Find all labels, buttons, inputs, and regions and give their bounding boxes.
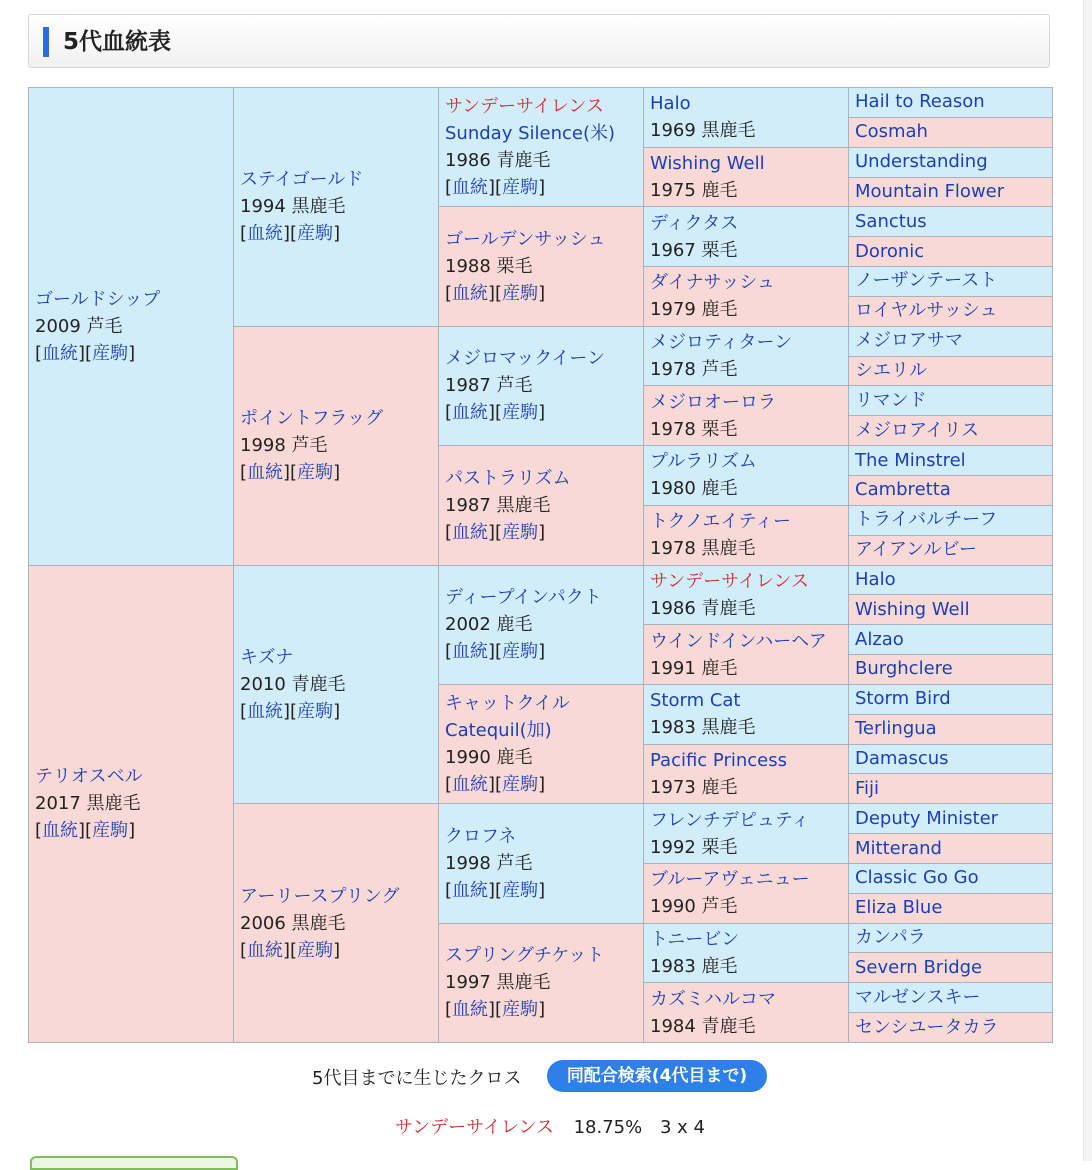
offspring-link[interactable]: 産駒 (502, 999, 539, 1021)
horse-info: 2009 芦毛 (35, 315, 123, 337)
pedigree-links: [血統][産駒] (240, 700, 341, 722)
horse-name-link[interactable]: メジロティターン (650, 332, 793, 354)
pedigree-cell-gen4 (644, 804, 849, 864)
horse-name-link[interactable]: シエリル (855, 360, 927, 382)
pedigree-cell-gen5 (849, 296, 1053, 326)
pedigree-cell-gen5 (849, 1013, 1053, 1043)
offspring-link[interactable]: 産駒 (297, 939, 334, 961)
horse-name-link[interactable]: センシユータカラ (855, 1016, 999, 1038)
pedigree-cell-gen4 (644, 744, 849, 804)
horse-name-link[interactable]: パストラリズム (445, 467, 571, 489)
horse-name-link[interactable]: トクノエイティー (650, 511, 791, 533)
offspring-link[interactable]: 産駒 (502, 521, 539, 543)
horse-name-link[interactable]: ゴールデンサッシュ (445, 229, 606, 251)
pedigree-cell-gen5 (849, 893, 1053, 923)
pedigree-cell-gen4 (644, 386, 849, 446)
pedigree-links: [血統][産駒] (35, 342, 136, 364)
horse-name-link[interactable]: クロフネ (445, 825, 517, 847)
offspring-link[interactable]: 産駒 (297, 462, 334, 484)
pedigree-cell-gen5 (849, 953, 1053, 983)
pedigree-row (29, 565, 1053, 595)
pedigree-cell-gen5 (849, 147, 1053, 177)
pedigree-cell-gen1 (29, 88, 234, 566)
horse-name-link[interactable]: Storm Cat (650, 690, 741, 712)
horse-name-link[interactable]: ゴールドシップ (35, 288, 161, 310)
pedigree-cell-gen2 (234, 804, 439, 1043)
pedigree-link[interactable]: 血統 (452, 641, 489, 663)
pedigree-cell-gen3 (439, 446, 644, 565)
pedigree-link[interactable]: 血統 (452, 521, 489, 543)
pedigree-links: [血統][産駒] (445, 177, 546, 199)
horse-info: 1980 鹿毛 (650, 478, 738, 500)
pedigree-links: [血統][産駒] (445, 774, 546, 796)
horse-info: 1979 鹿毛 (650, 299, 738, 321)
scrollbar[interactable] (1083, 0, 1092, 1161)
pedigree-cell-gen5 (849, 595, 1053, 625)
pedigree-links: [血統][産駒] (240, 223, 341, 245)
horse-name-link[interactable]: Halo (650, 93, 691, 115)
horse-info: 1969 黒鹿毛 (650, 120, 756, 142)
pedigree-cell-gen3 (439, 804, 644, 923)
horse-name-link[interactable]: Terlingua (855, 718, 937, 740)
horse-info: 1983 黒鹿毛 (650, 717, 756, 739)
pedigree-link[interactable]: 血統 (452, 402, 489, 424)
pedigree-links: [血統][産駒] (445, 879, 546, 901)
horse-name-link[interactable]: ダイナサッシュ (650, 272, 775, 294)
pedigree-cell-gen5 (849, 983, 1053, 1013)
horse-name-link[interactable]: メジロマックイーン (445, 348, 606, 370)
pedigree-links: [血統][産駒] (445, 402, 546, 424)
pedigree-cell-gen4 (644, 446, 849, 506)
horse-name-link[interactable]: メジロアサマ (855, 330, 963, 352)
pedigree-link[interactable]: 血統 (452, 879, 489, 901)
pedigree-links: [血統][産駒] (240, 462, 341, 484)
pedigree-cell-gen3 (439, 326, 644, 445)
horse-name-link[interactable]: サンデーサイレンス (445, 96, 604, 118)
horse-name-link[interactable]: カズミハルコマ (650, 988, 776, 1010)
horse-name-link[interactable]: キャットクイル (445, 693, 570, 715)
cross-generation: 3 x 4 (659, 1117, 705, 1138)
pedigree-table (28, 87, 1053, 1043)
pedigree-cell-gen2 (234, 326, 439, 565)
horse-name-link[interactable]: リマンド (855, 389, 927, 411)
pedigree-cell-gen4 (644, 863, 849, 923)
horse-foreign-name-link[interactable]: Sunday Silence(米) (445, 123, 615, 145)
horse-info: 1998 芦毛 (445, 852, 533, 874)
horse-info: 1990 鹿毛 (445, 747, 533, 769)
cross-percent: 18.75% (573, 1117, 643, 1138)
pedigree-cell-gen5 (849, 177, 1053, 207)
horse-info: 1978 芦毛 (650, 359, 738, 381)
section-header (28, 14, 1050, 68)
pedigree-cell-gen5 (849, 834, 1053, 864)
offspring-link[interactable]: 産駒 (502, 774, 539, 796)
pedigree-cell-gen5 (849, 416, 1053, 446)
pedigree-links: [血統][産駒] (445, 283, 546, 305)
horse-name-link[interactable]: マルゼンスキー (855, 986, 981, 1008)
pedigree-link[interactable]: 血統 (247, 700, 284, 722)
pedigree-links: [血統][産駒] (445, 999, 546, 1021)
horse-info: 1987 黒鹿毛 (445, 494, 551, 516)
pedigree-link[interactable]: 血統 (42, 342, 79, 364)
horse-name-link[interactable]: Cosmah (855, 121, 928, 143)
pedigree-links: [血統][産駒] (445, 641, 546, 663)
pedigree-cell-gen4 (644, 267, 849, 327)
horse-name-link[interactable]: ディクタス (650, 212, 739, 234)
pedigree-cell-gen4 (644, 207, 849, 267)
horse-info: 1984 青鹿毛 (650, 1015, 756, 1037)
horse-info: 1998 芦毛 (240, 435, 328, 457)
pedigree-cell-gen3 (439, 923, 644, 1042)
pedigree-cell-gen5 (849, 356, 1053, 386)
horse-name-link[interactable]: メジロオーロラ (650, 391, 776, 413)
pedigree-link[interactable]: 血統 (247, 939, 284, 961)
horse-name-link[interactable]: Severn Bridge (855, 956, 983, 978)
pedigree-link[interactable]: 血統 (247, 462, 284, 484)
header-accent-bar (43, 27, 49, 57)
horse-name-link[interactable]: トライバルチーフ (855, 509, 998, 531)
horse-info: 1975 鹿毛 (650, 180, 738, 202)
pedigree-cell-gen5 (849, 923, 1053, 953)
horse-name-link[interactable]: ブルーアヴェニュー (650, 869, 810, 891)
pedigree-cell-gen3 (439, 565, 644, 684)
horse-name-link[interactable]: Storm Bird (855, 688, 951, 710)
horse-name-link[interactable]: アイアンルビー (855, 539, 977, 561)
horse-name-link[interactable]: サンデーサイレンス (650, 570, 809, 592)
pedigree-links: [血統][産駒] (445, 521, 546, 543)
horse-name-link[interactable]: ステイゴールド (240, 169, 364, 191)
pedigree-cell-gen5 (849, 684, 1053, 714)
pedigree-link[interactable]: 血統 (452, 999, 489, 1021)
pedigree-cell-gen5 (849, 804, 1053, 834)
pedigree-cell-gen5 (849, 237, 1053, 267)
pedigree-cell-gen5 (849, 625, 1053, 655)
pedigree-links: [血統][産駒] (35, 820, 136, 842)
horse-name-link[interactable]: Mitterand (855, 837, 942, 859)
pedigree-cell-gen5 (849, 386, 1053, 416)
horse-name-link[interactable]: Sanctus (855, 210, 927, 232)
offspring-link[interactable]: 産駒 (92, 820, 129, 842)
horse-info: 1991 鹿毛 (650, 657, 738, 679)
pedigree-link[interactable]: 血統 (452, 283, 489, 305)
horse-info: 1983 鹿毛 (650, 955, 738, 977)
horse-name-link[interactable]: アーリースプリング (240, 885, 400, 907)
pedigree-cell-gen5 (849, 714, 1053, 744)
horse-name-link[interactable]: Hail to Reason (855, 91, 985, 113)
pedigree-cell-gen4 (644, 684, 849, 744)
horse-name-link[interactable]: Alzao (855, 628, 904, 650)
pedigree-cell-gen4 (644, 147, 849, 207)
offspring-link[interactable]: 産駒 (297, 223, 334, 245)
horse-info: 2017 黒鹿毛 (35, 793, 141, 815)
horse-name-link[interactable]: メジロアイリス (855, 419, 980, 441)
pedigree-links: [血統][産駒] (240, 939, 341, 961)
horse-info: 1990 芦毛 (650, 896, 738, 918)
pedigree-link[interactable]: 血統 (247, 223, 284, 245)
horse-name-link[interactable]: Halo (855, 568, 896, 590)
horse-info: 1978 栗毛 (650, 418, 738, 440)
horse-name-link[interactable]: トニービン (650, 928, 740, 950)
horse-name-link[interactable]: Pacific Princess (650, 749, 788, 771)
horse-name-link[interactable]: スプリングチケット (445, 945, 605, 967)
horse-name-link[interactable]: Cambretta (855, 479, 951, 501)
cross-label: 5代目までに生じたクロス (312, 1068, 522, 1089)
offspring-link[interactable]: 産駒 (92, 342, 129, 364)
pedigree-link[interactable]: 血統 (452, 774, 489, 796)
pedigree-cell-gen5 (849, 565, 1053, 595)
horse-info: 2002 鹿毛 (445, 614, 533, 636)
pedigree-cell-gen5 (849, 88, 1053, 118)
pedigree-row (29, 88, 1053, 118)
pedigree-cell-gen2 (234, 88, 439, 327)
horse-name-link[interactable]: ロイヤルサッシュ (855, 300, 998, 322)
horse-name-link[interactable]: Wishing Well (650, 153, 765, 175)
offspring-link[interactable]: 産駒 (502, 879, 539, 901)
cross-horse-link[interactable]: サンデーサイレンス (395, 1117, 554, 1138)
horse-name-link[interactable]: ポイントフラッグ (240, 408, 384, 430)
pedigree-cell-gen4 (644, 625, 849, 685)
horse-info: 1987 芦毛 (445, 375, 533, 397)
pedigree-cell-gen5 (849, 505, 1053, 535)
pedigree-cell-gen3 (439, 207, 644, 326)
horse-info: 1992 栗毛 (650, 836, 738, 858)
offspring-link[interactable]: 産駒 (502, 402, 539, 424)
horse-info: 1973 鹿毛 (650, 776, 738, 798)
horse-name-link[interactable]: Eliza Blue (855, 897, 943, 919)
horse-info: 1986 青鹿毛 (445, 150, 551, 172)
cross-result (395, 1113, 705, 1139)
pedigree-cell-gen4 (644, 923, 849, 983)
pedigree-link[interactable]: 血統 (42, 820, 79, 842)
offspring-link[interactable]: 産駒 (297, 700, 334, 722)
pedigree-cell-gen5 (849, 207, 1053, 237)
horse-name-link[interactable]: Doronic (855, 240, 925, 262)
bottom-tab[interactable] (30, 1156, 238, 1170)
horse-info: 1988 栗毛 (445, 256, 533, 278)
pedigree-link[interactable]: 血統 (452, 177, 489, 199)
offspring-link[interactable]: 産駒 (502, 177, 539, 199)
horse-info: 1978 黒鹿毛 (650, 538, 756, 560)
pedigree-cell-gen5 (849, 774, 1053, 804)
offspring-link[interactable]: 産駒 (502, 641, 539, 663)
pedigree-cell-gen5 (849, 655, 1053, 685)
horse-info: 2010 青鹿毛 (240, 673, 346, 695)
horse-name-link[interactable]: Fiji (855, 777, 880, 799)
pedigree-cell-gen5 (849, 267, 1053, 297)
horse-name-link[interactable]: ウインドインハーヘア (650, 630, 827, 652)
horse-name-link[interactable]: フレンチデピュティ (650, 809, 810, 831)
pedigree-cell-gen4 (644, 326, 849, 386)
pedigree-cell-gen4 (644, 505, 849, 565)
horse-name-link[interactable]: Mountain Flower (855, 180, 1005, 202)
same-mating-search-button[interactable]: 同配合検索(4代目まで) (547, 1060, 767, 1092)
pedigree-cell-gen5 (849, 117, 1053, 147)
pedigree-cell-gen5 (849, 475, 1053, 505)
pedigree-cell-gen5 (849, 744, 1053, 774)
pedigree-cell-gen3 (439, 88, 644, 207)
horse-info: 1967 栗毛 (650, 239, 738, 261)
horse-name-link[interactable]: カンパラ (855, 927, 926, 949)
pedigree-cell-gen4 (644, 88, 849, 148)
pedigree-cell-gen5 (849, 326, 1053, 356)
horse-info: 1986 青鹿毛 (650, 597, 756, 619)
section-title: 5代血統表 (63, 29, 172, 55)
offspring-link[interactable]: 産駒 (502, 283, 539, 305)
pedigree-cell-gen4 (644, 565, 849, 625)
pedigree-cell-gen1 (29, 565, 234, 1043)
horse-info: 1997 黒鹿毛 (445, 972, 551, 994)
horse-name-link[interactable]: キズナ (240, 646, 294, 668)
horse-name-link[interactable]: Wishing Well (855, 598, 970, 620)
pedigree-cell-gen2 (234, 565, 439, 804)
horse-name-link[interactable]: The Minstrel (855, 449, 966, 471)
horse-name-link[interactable]: Burghclere (855, 658, 953, 680)
horse-name-link[interactable]: ノーザンテースト (855, 270, 998, 292)
horse-name-link[interactable]: Deputy Minister (855, 807, 999, 829)
pedigree-cell-gen5 (849, 446, 1053, 476)
pedigree-cell-gen4 (644, 983, 849, 1043)
horse-name-link[interactable]: ディープインパクト (445, 587, 602, 609)
cross-section (0, 1060, 1092, 1094)
pedigree-cell-gen5 (849, 535, 1053, 565)
horse-name-link[interactable]: Damascus (855, 747, 949, 769)
horse-info: 1994 黒鹿毛 (240, 196, 346, 218)
horse-name-link[interactable]: テリオスベル (35, 766, 143, 788)
horse-info: 2006 黒鹿毛 (240, 912, 346, 934)
pedigree-cell-gen3 (439, 684, 644, 803)
horse-name-link[interactable]: Understanding (855, 151, 988, 173)
pedigree-cell-gen5 (849, 863, 1053, 893)
horse-name-link[interactable]: プルラリズム (650, 451, 757, 473)
horse-foreign-name-link[interactable]: Catequil(加) (445, 720, 552, 742)
horse-name-link[interactable]: Classic Go Go (855, 867, 979, 889)
